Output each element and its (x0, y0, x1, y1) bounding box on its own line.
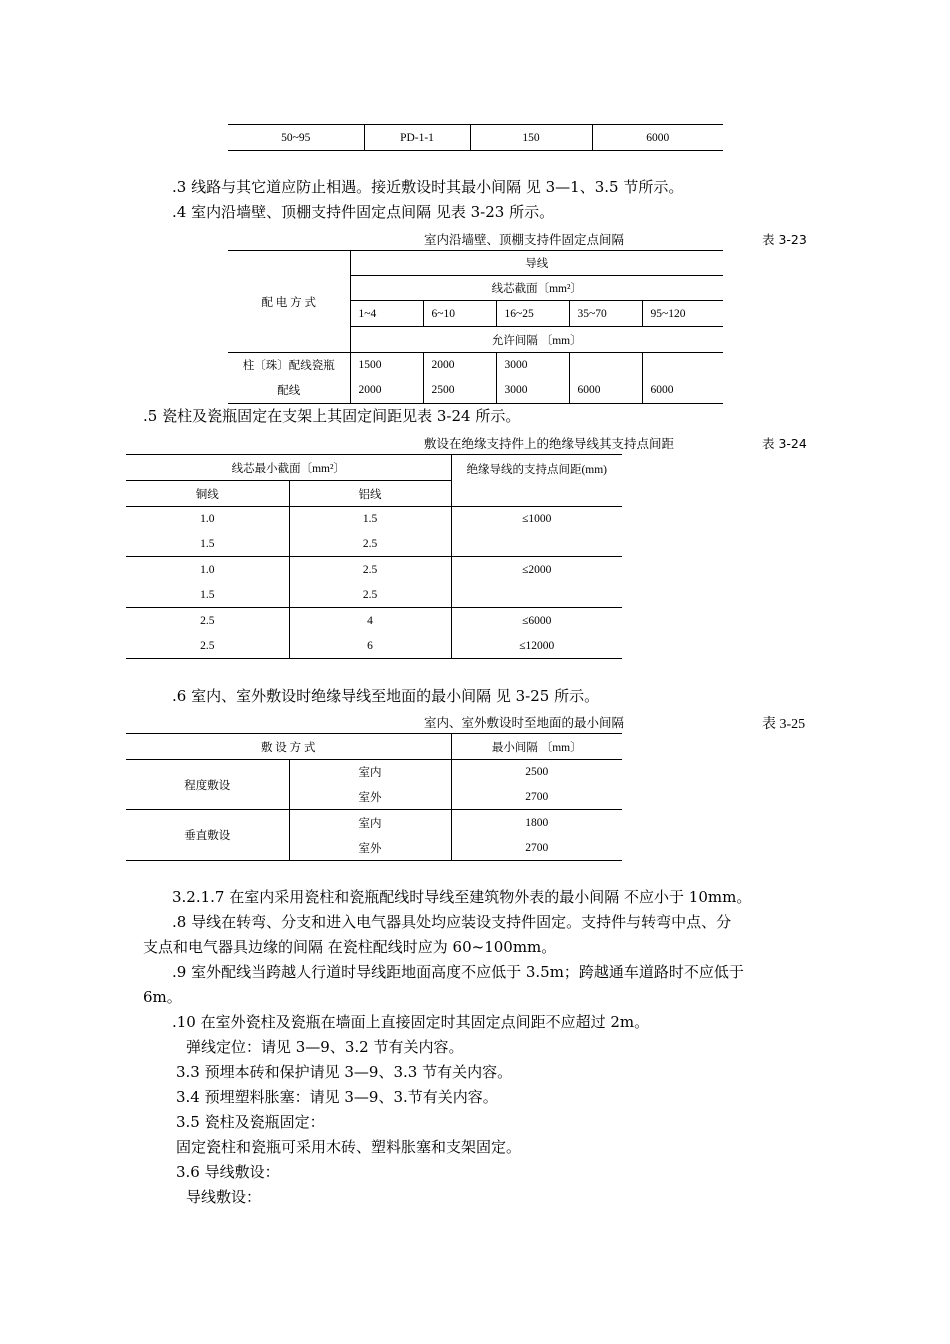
top-table (228, 124, 723, 151)
value-cell: 2500 (451, 760, 622, 785)
table-cell: 150 (470, 125, 592, 151)
copper-cell: 1.5 (200, 537, 215, 550)
copper-cell: 1.0 (126, 557, 289, 583)
aluminum-header: 铝线 (289, 481, 451, 507)
spacing-cell: ≤2000 (451, 557, 622, 583)
paragraph-9-cont: 6m。 (143, 988, 182, 1006)
value-cell: 1800 (451, 810, 622, 836)
wire-header: 导线 (350, 251, 723, 276)
gap-header: 最小间隔 〔mm〕 (451, 734, 622, 760)
table-row (126, 608, 622, 634)
section-3-4: 3.4 预埋塑料胀塞：请见 3—9、3.节有关内容。 (176, 1088, 498, 1106)
section-line: 弹线定位：请见 3—9、3.2 节有关内容。 (186, 1038, 464, 1056)
value-cell (642, 353, 723, 378)
paragraph-7: 3.2.1.7 在室内采用瓷柱和瓷瓶配线时导线至建筑物外表的最小间隔 不应小于 10mm。 (172, 888, 752, 906)
aluminum-cell: 2.5 (289, 557, 451, 583)
table-row (126, 557, 622, 583)
aluminum-cell: 2.5 (289, 532, 451, 557)
value-cell: 2000 (423, 353, 496, 378)
size-cell: 95~120 (642, 301, 723, 327)
aluminum-cell: 4 (289, 608, 451, 634)
table-3-25 (126, 733, 622, 861)
copper-cell: 1.5 (200, 588, 215, 601)
value-cell: 2000 (350, 378, 423, 404)
paragraph-8-cont: 支点和电气器具边缘的间隔 在瓷柱配线时应为 60~100mm。 (143, 938, 557, 956)
spacing-cell (451, 532, 622, 557)
value-cell: 1500 (350, 353, 423, 378)
paragraph-4: .4 室内沿墙壁、顶棚支持件固定点间隔 见表 3-23 所示。 (172, 203, 555, 221)
spacing-cell: ≤6000 (451, 608, 622, 634)
section-3-5: 3.5 瓷柱及瓷瓶固定： (176, 1113, 325, 1131)
table-row (228, 378, 723, 404)
spacing-header: 绝缘导线的支持点间距(mm) (451, 455, 622, 507)
table-3-25-title: 室内、室外敷设时至地面的最小间隔 (424, 715, 625, 730)
row-label: 柱〔珠〕配线瓷瓶 (228, 353, 350, 378)
table-row (228, 353, 723, 378)
paragraph-6: .6 室内、室外敷设时绝缘导线至地面的最小间隔 见 3-25 所示。 (172, 687, 600, 705)
value-cell: 6000 (642, 378, 723, 404)
copper-header: 铜线 (126, 481, 289, 507)
table-3-24 (126, 454, 622, 659)
size-cell: 1~4 (350, 301, 423, 327)
table-row (126, 455, 622, 481)
copper-cell: 1.0 (126, 507, 289, 532)
value-cell: 2500 (423, 378, 496, 404)
group-label: 垂直敷设 (126, 810, 289, 861)
table-row (126, 583, 622, 608)
section-3-6-body: 导线敷设： (186, 1188, 262, 1206)
section-3-5-body: 固定瓷柱和瓷瓶可采用木砖、塑料胀塞和支架固定。 (176, 1138, 522, 1156)
table-row (126, 532, 622, 557)
paragraph-10: .10 在室外瓷柱及瓷瓶在墙面上直接固定时其固定点间距不应超过 2m。 (172, 1013, 650, 1031)
row-label: 配线 (228, 378, 350, 404)
copper-cell: 2.5 (126, 634, 289, 659)
value-cell (569, 353, 642, 378)
spacing-cell: ≤1000 (451, 507, 622, 532)
table-row (126, 634, 622, 659)
value-cell: 2700 (451, 836, 622, 861)
table-3-23-number: 表 3-23 (762, 232, 807, 247)
method-header: 配 电 方 式 (228, 251, 350, 353)
section-3-3: 3.3 预埋本砖和保护请见 3—9、3.3 节有关内容。 (176, 1063, 513, 1081)
table-row (228, 251, 723, 276)
value-cell: 3000 (496, 353, 569, 378)
aluminum-cell: 1.5 (289, 507, 451, 532)
group-label: 程度敷设 (126, 760, 289, 810)
table-3-23-title: 室内沿墙壁、顶棚支持件固定点间隔 (424, 232, 625, 247)
table-row (126, 760, 622, 785)
location-cell: 室外 (289, 785, 451, 810)
table-row (126, 507, 622, 532)
paragraph-8: .8 导线在转弯、分支和进入电气器具处均应装设支持件固定。支持件与转弯中点、分 (172, 913, 732, 931)
table-row (126, 734, 622, 760)
table-3-25-number: 表 3-25 (762, 717, 806, 732)
table-row (126, 810, 622, 836)
location-cell: 室内 (289, 810, 451, 836)
table-cell: PD-1-1 (364, 125, 470, 151)
location-cell: 室外 (289, 836, 451, 861)
aluminum-cell: 6 (289, 634, 451, 659)
table-cell: 50~95 (228, 125, 364, 151)
value-cell: 3000 (496, 378, 569, 404)
table-cell: 6000 (592, 125, 723, 151)
method-header: 敷 设 方 式 (126, 734, 451, 760)
section-3-6: 3.6 导线敷设： (176, 1163, 280, 1181)
size-cell: 16~25 (496, 301, 569, 327)
spacing-cell: ≤12000 (451, 634, 622, 659)
paragraph-5: .5 瓷柱及瓷瓶固定在支架上其固定间距见表 3-24 所示。 (143, 407, 521, 425)
paragraph-9: .9 室外配线当跨越人行道时导线距地面高度不应低于 3.5m；跨越通车道路时不应低于 (172, 963, 744, 981)
gap-header: 允许间隔 〔mm〕 (350, 327, 723, 353)
table-3-24-number: 表 3-24 (762, 436, 807, 451)
table-row (228, 125, 723, 151)
value-cell: 2700 (451, 785, 622, 810)
copper-cell: 2.5 (126, 608, 289, 634)
table-3-24-title: 敷设在绝缘支持件上的绝缘导线其支持点间距 (424, 436, 675, 451)
location-cell: 室内 (289, 760, 451, 785)
section-header: 线芯截面〔mm²〕 (350, 276, 723, 301)
aluminum-cell: 2.5 (289, 583, 451, 608)
value-cell: 6000 (569, 378, 642, 404)
size-cell: 35~70 (569, 301, 642, 327)
paragraph-3: .3 线路与其它道应防止相遇。接近敷设时其最小间隔 见 3—1、3.5 节所示。 (172, 178, 684, 196)
section-header: 线芯最小截面〔mm²〕 (126, 455, 451, 481)
size-cell: 6~10 (423, 301, 496, 327)
table-3-23 (228, 250, 723, 404)
spacing-cell (451, 583, 622, 608)
